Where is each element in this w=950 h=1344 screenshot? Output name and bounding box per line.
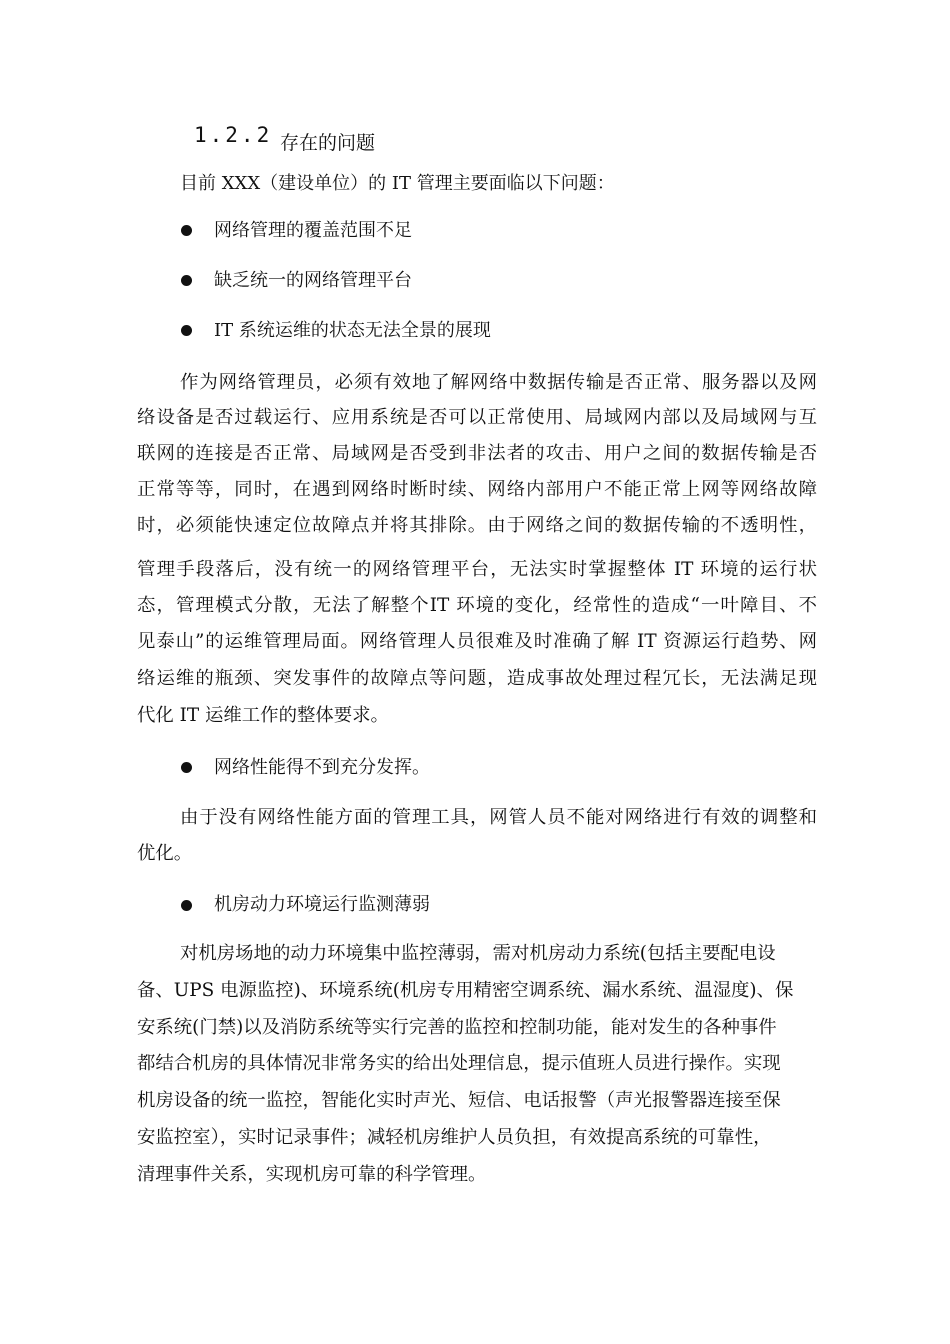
- bullet-icon: [181, 900, 192, 911]
- paragraph-line: 管理手段落后，没有统一的网络管理平台，无法实时掌握整体 IT 环境的运行状: [137, 559, 817, 580]
- section-number: 1.2.2: [194, 123, 273, 147]
- bullet-item: 缺乏统一的网络管理平台: [214, 270, 412, 291]
- paragraph-line: 见泰山”的运维管理局面。网络管理人员很难及时准确了解 IT 资源运行趋势、网: [137, 631, 817, 652]
- paragraph-line: 态，管理模式分散，无法了解整个IT 环境的变化，经常性的造成“一叶障目、不: [137, 595, 817, 616]
- intro-line: 目前 XXX（建设单位）的 IT 管理主要面临以下问题：: [180, 173, 615, 194]
- bullet-icon: [181, 275, 192, 286]
- paragraph-line: 代化 IT 运维工作的整体要求。: [137, 705, 389, 726]
- paragraph-line: 清理事件关系，实现机房可靠的科学管理。: [137, 1164, 487, 1185]
- paragraph-line: 时，必须能快速定位故障点并将其排除。由于网络之间的数据传输的不透明性，: [137, 515, 817, 536]
- bullet-item: IT 系统运维的状态无法全景的展现: [214, 320, 491, 341]
- bullet-icon: [181, 225, 192, 236]
- paragraph-line: 作为网络管理员，必须有效地了解网络中数据传输是否正常、服务器以及网: [180, 372, 817, 393]
- paragraph-line: 都结合机房的具体情况非常务实的给出处理信息，提示值班人员进行操作。实现: [137, 1053, 781, 1074]
- paragraph-line: 络设备是否过载运行、应用系统是否可以正常使用、局域网内部以及局域网与互: [137, 407, 817, 428]
- paragraph-line: 安系统(门禁)以及消防系统等实行完善的监控和控制功能，能对发生的各种事件: [137, 1017, 777, 1038]
- paragraph-line: 络运维的瓶颈、突发事件的故障点等问题，造成事故处理过程冗长，无法满足现: [137, 668, 817, 689]
- paragraph-line: 由于没有网络性能方面的管理工具，网管人员不能对网络进行有效的调整和: [180, 807, 817, 828]
- section-title: 存在的问题: [280, 132, 376, 154]
- paragraph-line: 备、UPS 电源监控)、环境系统(机房专用精密空调系统、漏水系统、温湿度)、保: [137, 980, 794, 1001]
- bullet-icon: [181, 762, 192, 773]
- bullet-item: 网络管理的覆盖范围不足: [214, 220, 412, 241]
- paragraph-line: 机房设备的统一监控，智能化实时声光、短信、电话报警（声光报警器连接至保: [137, 1090, 781, 1111]
- bullet-item: 机房动力环境运行监测薄弱: [214, 894, 430, 915]
- bullet-icon: [181, 325, 192, 336]
- paragraph-line: 正常等等，同时，在遇到网络时断时续、网络内部用户不能正常上网等网络故障: [137, 479, 817, 500]
- bullet-item: 网络性能得不到充分发挥。: [214, 757, 430, 778]
- paragraph-line: 优化。: [137, 843, 193, 864]
- paragraph-line: 联网的连接是否正常、局域网是否受到非法者的攻击、用户之间的数据传输是否: [137, 443, 817, 464]
- paragraph-line: 对机房场地的动力环境集中监控薄弱，需对机房动力系统(包括主要配电设: [180, 943, 776, 964]
- paragraph-line: 安监控室），实时记录事件；减轻机房维护人员负担，有效提高系统的可靠性，: [137, 1127, 772, 1148]
